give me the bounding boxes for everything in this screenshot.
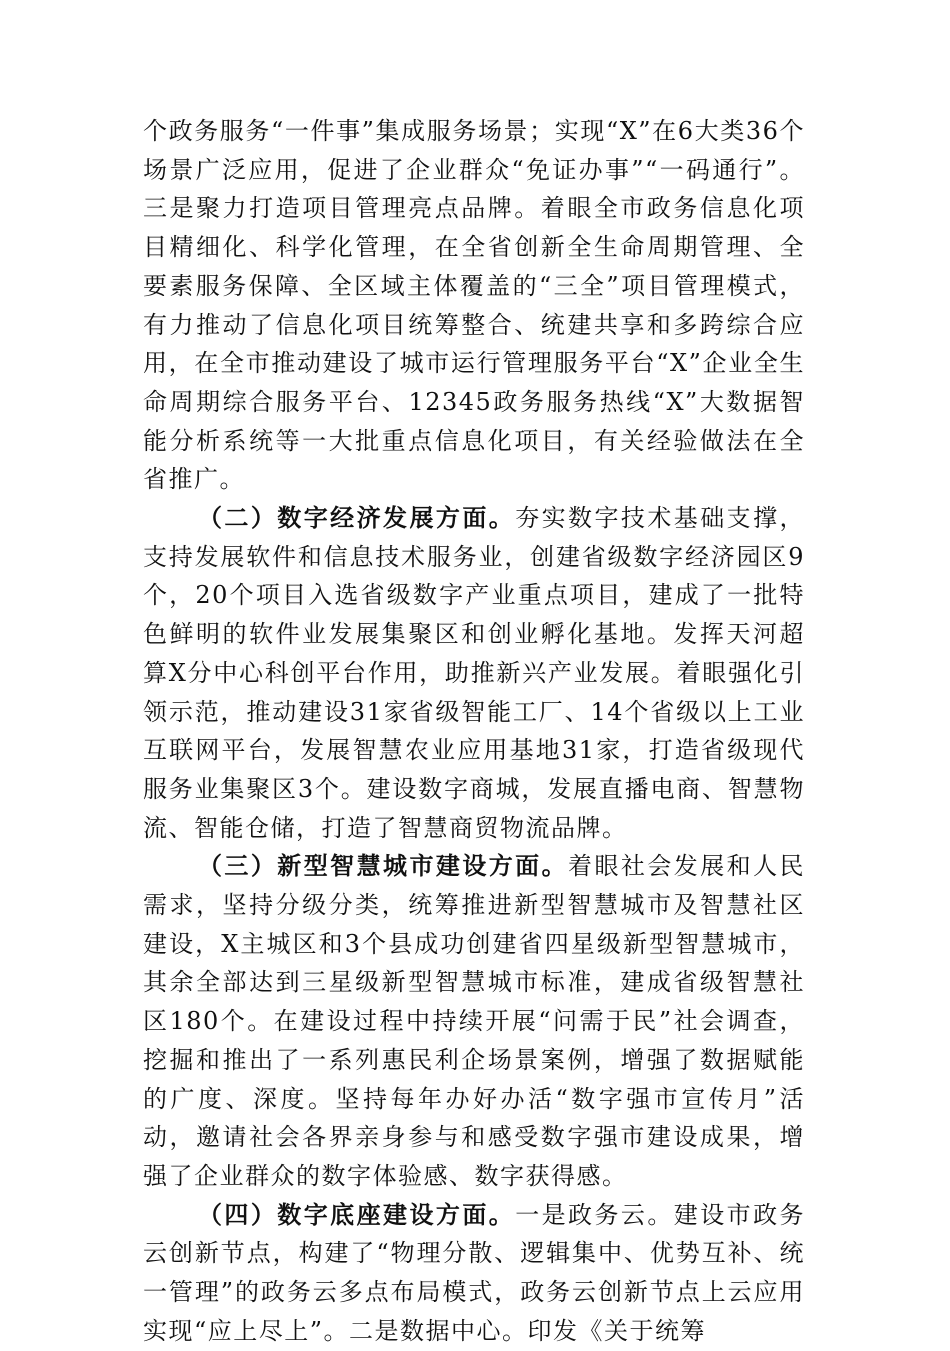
section-heading: （四）数字底座建设方面。 — [198, 1199, 516, 1229]
paragraph-2-digital-economy — [143, 499, 805, 847]
paragraph-text: 夯实数字技术基础支撑，支持发展软件和信息技术服务业，创建省级数字经济园区9个，20个项目入选省级数字产业重点项目，建成了一批特色鲜明的软件业发展集聚区和创业孵化基地。发挥天河超算X分中心科创平台作用，助推新兴产业发展。着眼强化引领示范，推动建设31家省级智能工厂、14个省级以上工业互联网平台，发展智慧农业应用基地31家，打造省级现代服务业集聚区3个。建设数字商城，发展直播电商、智慧物流、智能仓储，打造了智慧商贸物流品牌。 — [143, 504, 806, 842]
paragraph-text: 着眼社会发展和人民需求，坚持分级分类，统筹推进新型智慧城市及智慧社区建设，X主城区和3个县成功创建省四星级新型智慧城市，其余全部达到三星级新型智慧城市标准，建成省级智慧社区180个。在建设过程中持续开展“问需于民”社会调查，挖掘和推出了一系列惠民利企场景案例，增强了数据赋能的广度、深度。坚持每年办好办活“数字强市宣传月”活动，邀请社会各界亲身参与和感受数字强市建设成果，增强了企业群众的数字体验感、数字获得感。 — [143, 852, 806, 1190]
paragraph-text: 个政务服务“一件事”集成服务场景；实现“X”在6大类36个场景广泛应用，促进了企业群众“免证办事”“一码通行”。三是聚力打造项目管理亮点品牌。着眼全市政务信息化项目精细化、科学化管理，在全省创新全生命周期管理、全要素服务保障、全区域主体覆盖的“三全”项目管理模式，有力推动了信息化项目统筹整合、统建共享和多跨综合应用，在全市推动建设了城市运行管理服务平台“X”企业全生命周期综合服务平台、12345政务服务热线“X”大数据智能分析系统等一大批重点信息化项目，有关经验做法在全省推广。 — [143, 117, 805, 494]
section-heading: （三）新型智慧城市建设方面。 — [198, 851, 569, 881]
section-heading: （二）数字经济发展方面。 — [198, 503, 516, 533]
paragraph-3-smart-city — [143, 847, 805, 1195]
paragraph-1 — [143, 112, 805, 499]
paragraph-4-digital-base — [143, 1196, 805, 1351]
document-page — [143, 112, 805, 1351]
paragraph-text: 一是政务云。建设市政务云创新节点，构建了“物理分散、逻辑集中、优势互补、统一管理”的政务云多点布局模式，政务云创新节点上云应用实现“应上尽上”。二是数据中心。印发《关于统筹 — [143, 1200, 806, 1345]
